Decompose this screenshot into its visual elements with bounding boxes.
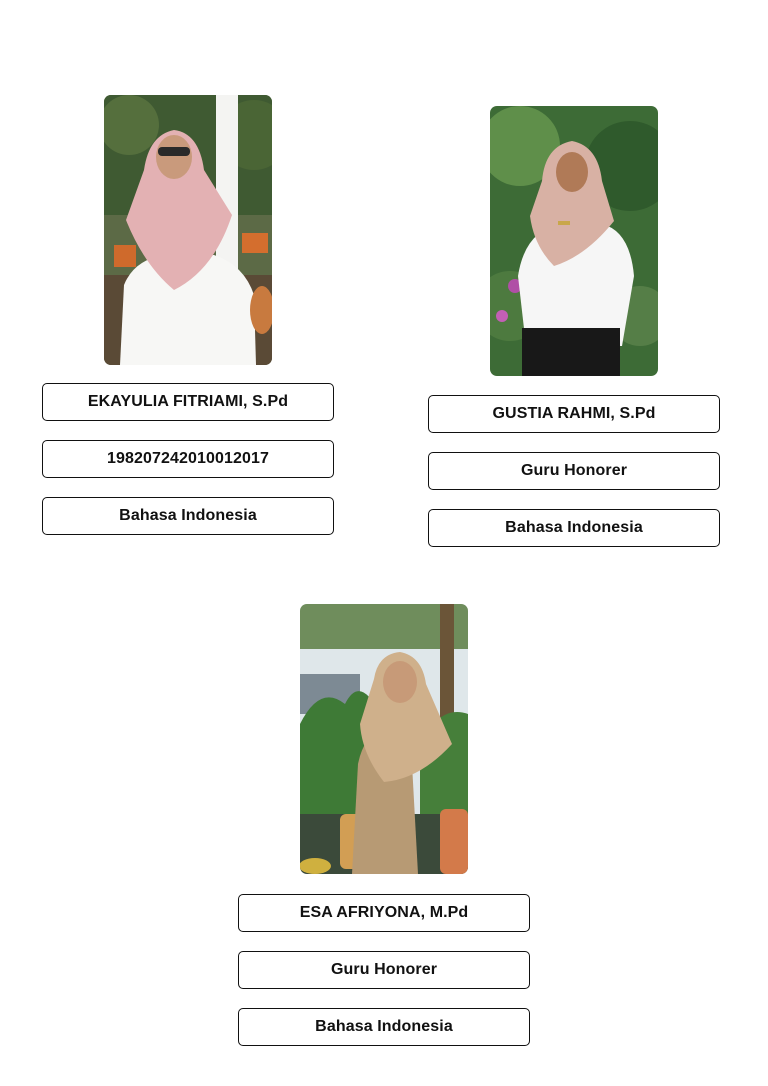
teacher-status-2: Guru Honorer: [428, 452, 720, 490]
teacher-subject-3: Bahasa Indonesia: [238, 1008, 530, 1046]
teacher-name-1: EKAYULIA FITRIAMI, S.Pd: [42, 383, 334, 421]
teacher-id-1: 198207242010012017: [42, 440, 334, 478]
portrait-photo-icon: [490, 106, 658, 376]
teacher-name-3: ESA AFRIYONA, M.Pd: [238, 894, 530, 932]
teacher-photo-1: [104, 95, 272, 365]
portrait-photo-icon: [104, 95, 272, 365]
teacher-subject-1: Bahasa Indonesia: [42, 497, 334, 535]
teacher-name-2: GUSTIA RAHMI, S.Pd: [428, 395, 720, 433]
teacher-subject-2: Bahasa Indonesia: [428, 509, 720, 547]
teacher-photo-3: [300, 604, 468, 874]
teacher-photo-2: [490, 106, 658, 376]
portrait-photo-icon: [300, 604, 468, 874]
teacher-status-3: Guru Honorer: [238, 951, 530, 989]
